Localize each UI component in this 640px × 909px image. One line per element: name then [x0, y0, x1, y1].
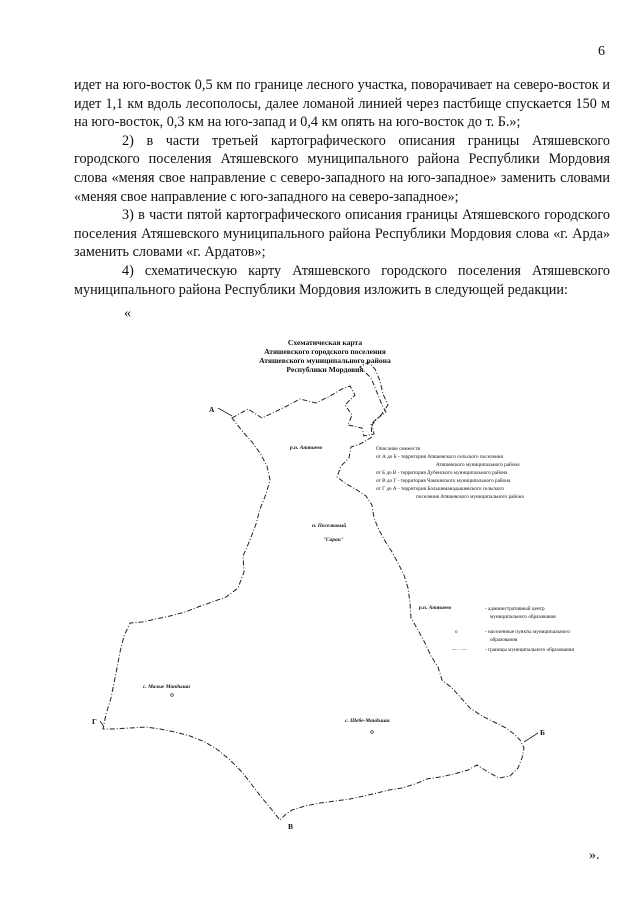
- map-title-line-2: Атяшевского городского поселения: [264, 347, 386, 356]
- description-line-3: от Б до В - территория Дубенского муниципального района: [376, 470, 508, 476]
- settlement-sovkhoz: "Сараи": [323, 537, 344, 543]
- municipal-boundary: [103, 362, 524, 820]
- description-line-1: от А до Б - территория Атяшевского сельского поселения: [376, 454, 503, 460]
- description-line-5: от Г до А - территория Большеманадышевского сельского: [376, 486, 504, 492]
- settlement-atyashevo-center: р.п. Атяшево: [419, 605, 452, 611]
- settlement-malye-mandyshi-marker: [171, 694, 174, 697]
- settlement-shebe-mandyshi: с. Шебе-Мандыши: [345, 718, 390, 724]
- legend-line-symbol: — · —: [452, 647, 467, 653]
- description-line-4: от В до Г - территория Чамзинского муниципального района: [376, 478, 511, 484]
- map-title-line-3: Атяшевского муниципального района: [259, 356, 391, 365]
- legend-boundary: - границы муниципального образования: [485, 647, 574, 653]
- paragraph-item-3: 3) в части пятой картографического описания границы Атяшевского городского поселения Атяшевского муниципального района Республики Мордовия слова «г. Арда» заменить словами «г. Ардатов»;: [74, 207, 610, 261]
- point-v-label: В: [288, 822, 294, 831]
- closing-quote: ».: [589, 848, 600, 863]
- legend-settlements: - населенные пункты муниципального: [485, 629, 570, 635]
- point-b-leader: [524, 733, 538, 742]
- description-line-6: поселения Атяшевского муниципального района: [416, 494, 524, 500]
- settlement-poselok: п. Поселковый: [312, 523, 347, 529]
- paragraph-item-4: 4) схематическую карту Атяшевского городского поселения Атяшевского муниципального района Республики Мордовия изложить в следующей редакции:: [74, 262, 610, 298]
- map-title-line-1: Схематическая карта: [287, 338, 363, 347]
- settlement-malye-mandyshi: с. Малые Мандыши: [143, 684, 191, 690]
- paragraph-continuation: идет на юго-восток 0,5 км по границе лесного участка, поворачивает на северо-восток и идет 1,1 км вдоль лесополосы, далее ломаной линией через пастбище спускается 150 м на юго-восток, 0,3 км на юго-запад и 0,4 км опять на юго-восток до т. Б.»;: [74, 77, 610, 131]
- settlement-atyashevo-top: р.п. Атяшево: [290, 445, 323, 451]
- point-a-label: А: [209, 405, 215, 414]
- point-g-label: Г: [92, 717, 97, 726]
- point-b-label: Б: [540, 728, 545, 737]
- legend-admin-center-cont: муниципального образования: [490, 614, 556, 620]
- legend-admin-center: - административный центр: [485, 606, 545, 612]
- description-heading: Описание смежеств: [376, 446, 420, 452]
- legend-settlements-cont: образования: [490, 637, 518, 643]
- page-number: 6: [598, 44, 605, 59]
- settlement-shebe-mandyshi-marker: [371, 731, 374, 734]
- point-a-leader: [218, 408, 232, 416]
- opening-quote: «: [124, 306, 131, 321]
- legend-circle-symbol: о: [455, 629, 458, 635]
- paragraph-item-2: 2) в части третьей картографического описания границы Атяшевского городского поселения Атяшевского муниципального района Республики Мордовия слова «меняя свое направление с северо-западного на юго-западное» заменить словами «меняя свое направление с юго-западного на северо-западное»;: [74, 132, 610, 205]
- description-line-2: Атяшевского муниципального района: [436, 462, 520, 468]
- map-title-line-4: Республики Мордовия: [286, 365, 364, 374]
- point-g-leader: [100, 721, 104, 727]
